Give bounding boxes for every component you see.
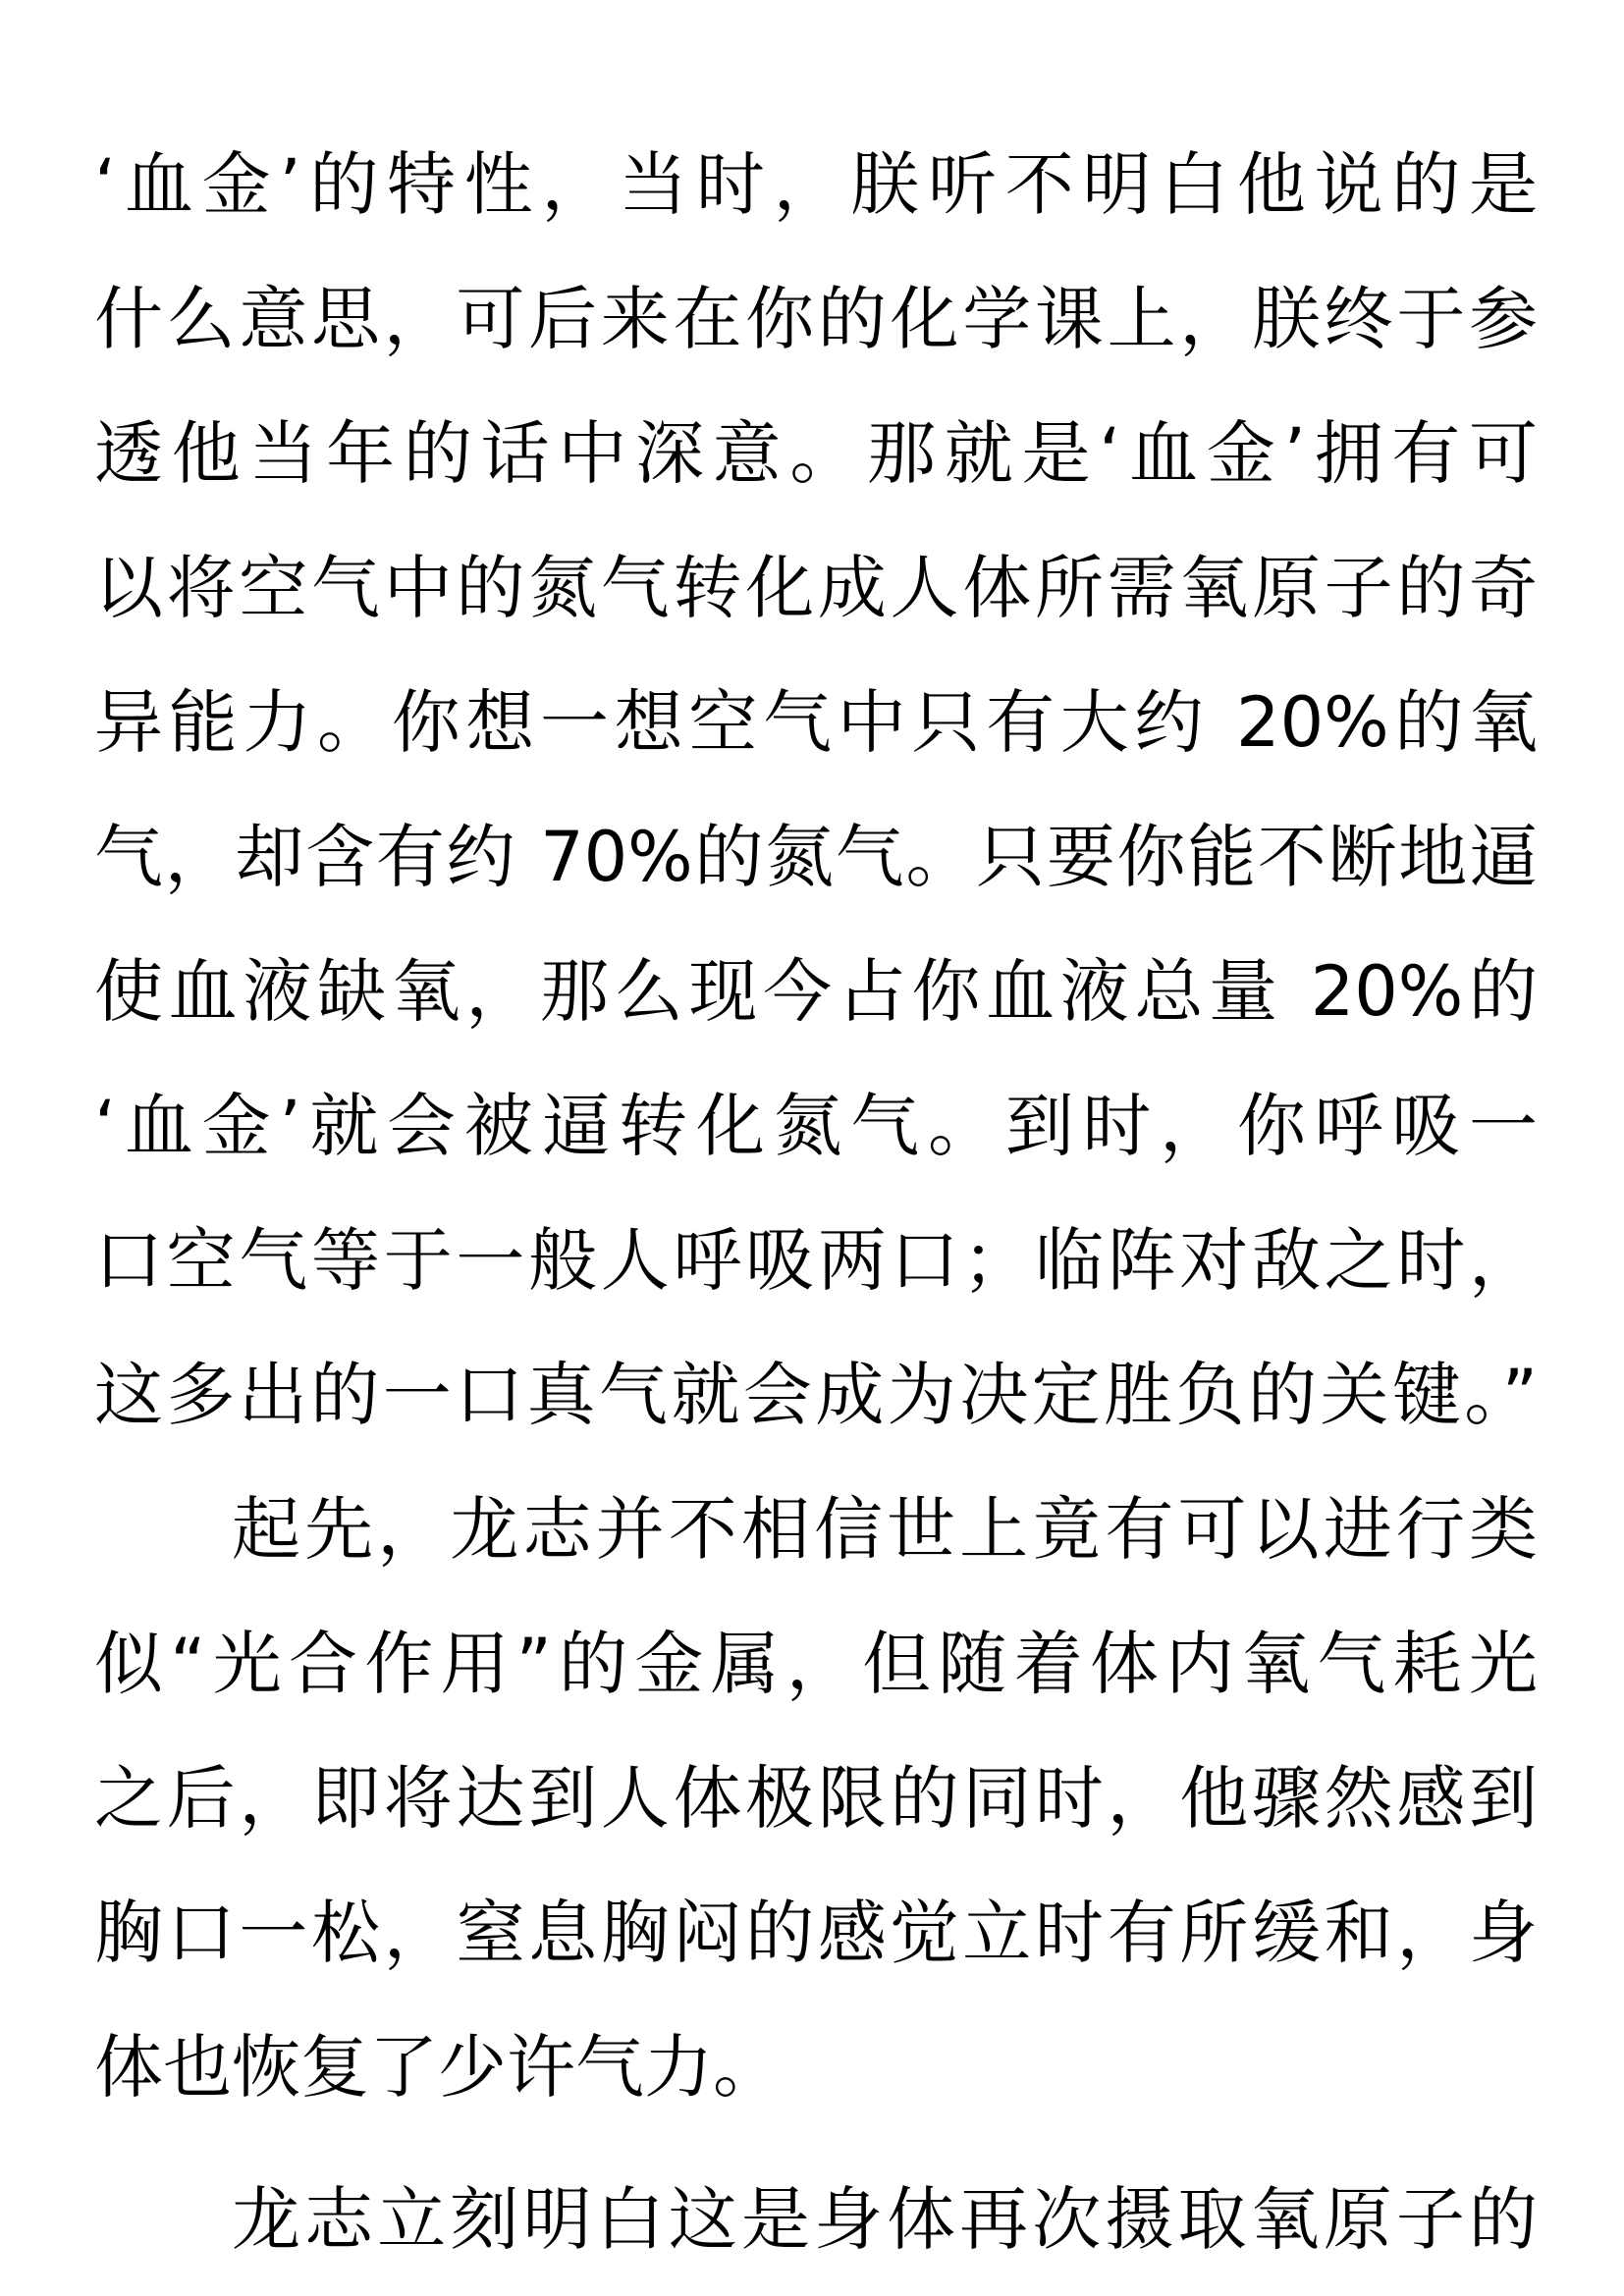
text-line: 之后，即将达到人体极限的同时，他骤然感到 [94, 1758, 1538, 1839]
text-line: 什么意思，可后来在你的化学课上，朕终于参 [94, 279, 1538, 359]
text-line: 口空气等于一般人呼吸两口；临阵对敌之时， [94, 1220, 1538, 1301]
paragraph-start-line: 起先，龙志并不相信世上竟有可以进行类 [232, 1489, 1538, 1570]
text-line: 以将空气中的氮气转化成人体所需氧原子的奇 [94, 548, 1538, 628]
text-line: 使血液缺氧，那么现今占你血液总量 20%的 [94, 951, 1538, 1032]
text-line: 胸口一松，窒息胸闷的感觉立时有所缓和，身 [94, 1893, 1538, 1973]
paragraph-end-line: 体也恢复了少许气力。 [94, 2027, 782, 2108]
text-line: 气，却含有约 70%的氮气。只要你能不断地逼 [94, 817, 1538, 897]
text-line: 透他当年的话中深意。那就是‘血金’拥有可 [94, 413, 1538, 494]
text-line: 这多出的一口真气就会成为决定胜负的关键。” [94, 1355, 1538, 1435]
body-text [94, 118, 1538, 2287]
text-line: ‘血金’的特性，当时，朕听不明白他说的是 [94, 144, 1538, 225]
text-line: 异能力。你想一想空气中只有大约 20%的氧 [94, 682, 1538, 763]
text-line: 似“光合作用”的金属，但随着体内氧气耗光 [94, 1624, 1538, 1704]
text-line: ‘血金’就会被逼转化氮气。到时，你呼吸一 [94, 1086, 1538, 1166]
paragraph-gap [94, 2135, 1538, 2153]
paragraph-start-line: 龙志立刻明白这是身体再次摄取氧原子的 [232, 2179, 1538, 2260]
